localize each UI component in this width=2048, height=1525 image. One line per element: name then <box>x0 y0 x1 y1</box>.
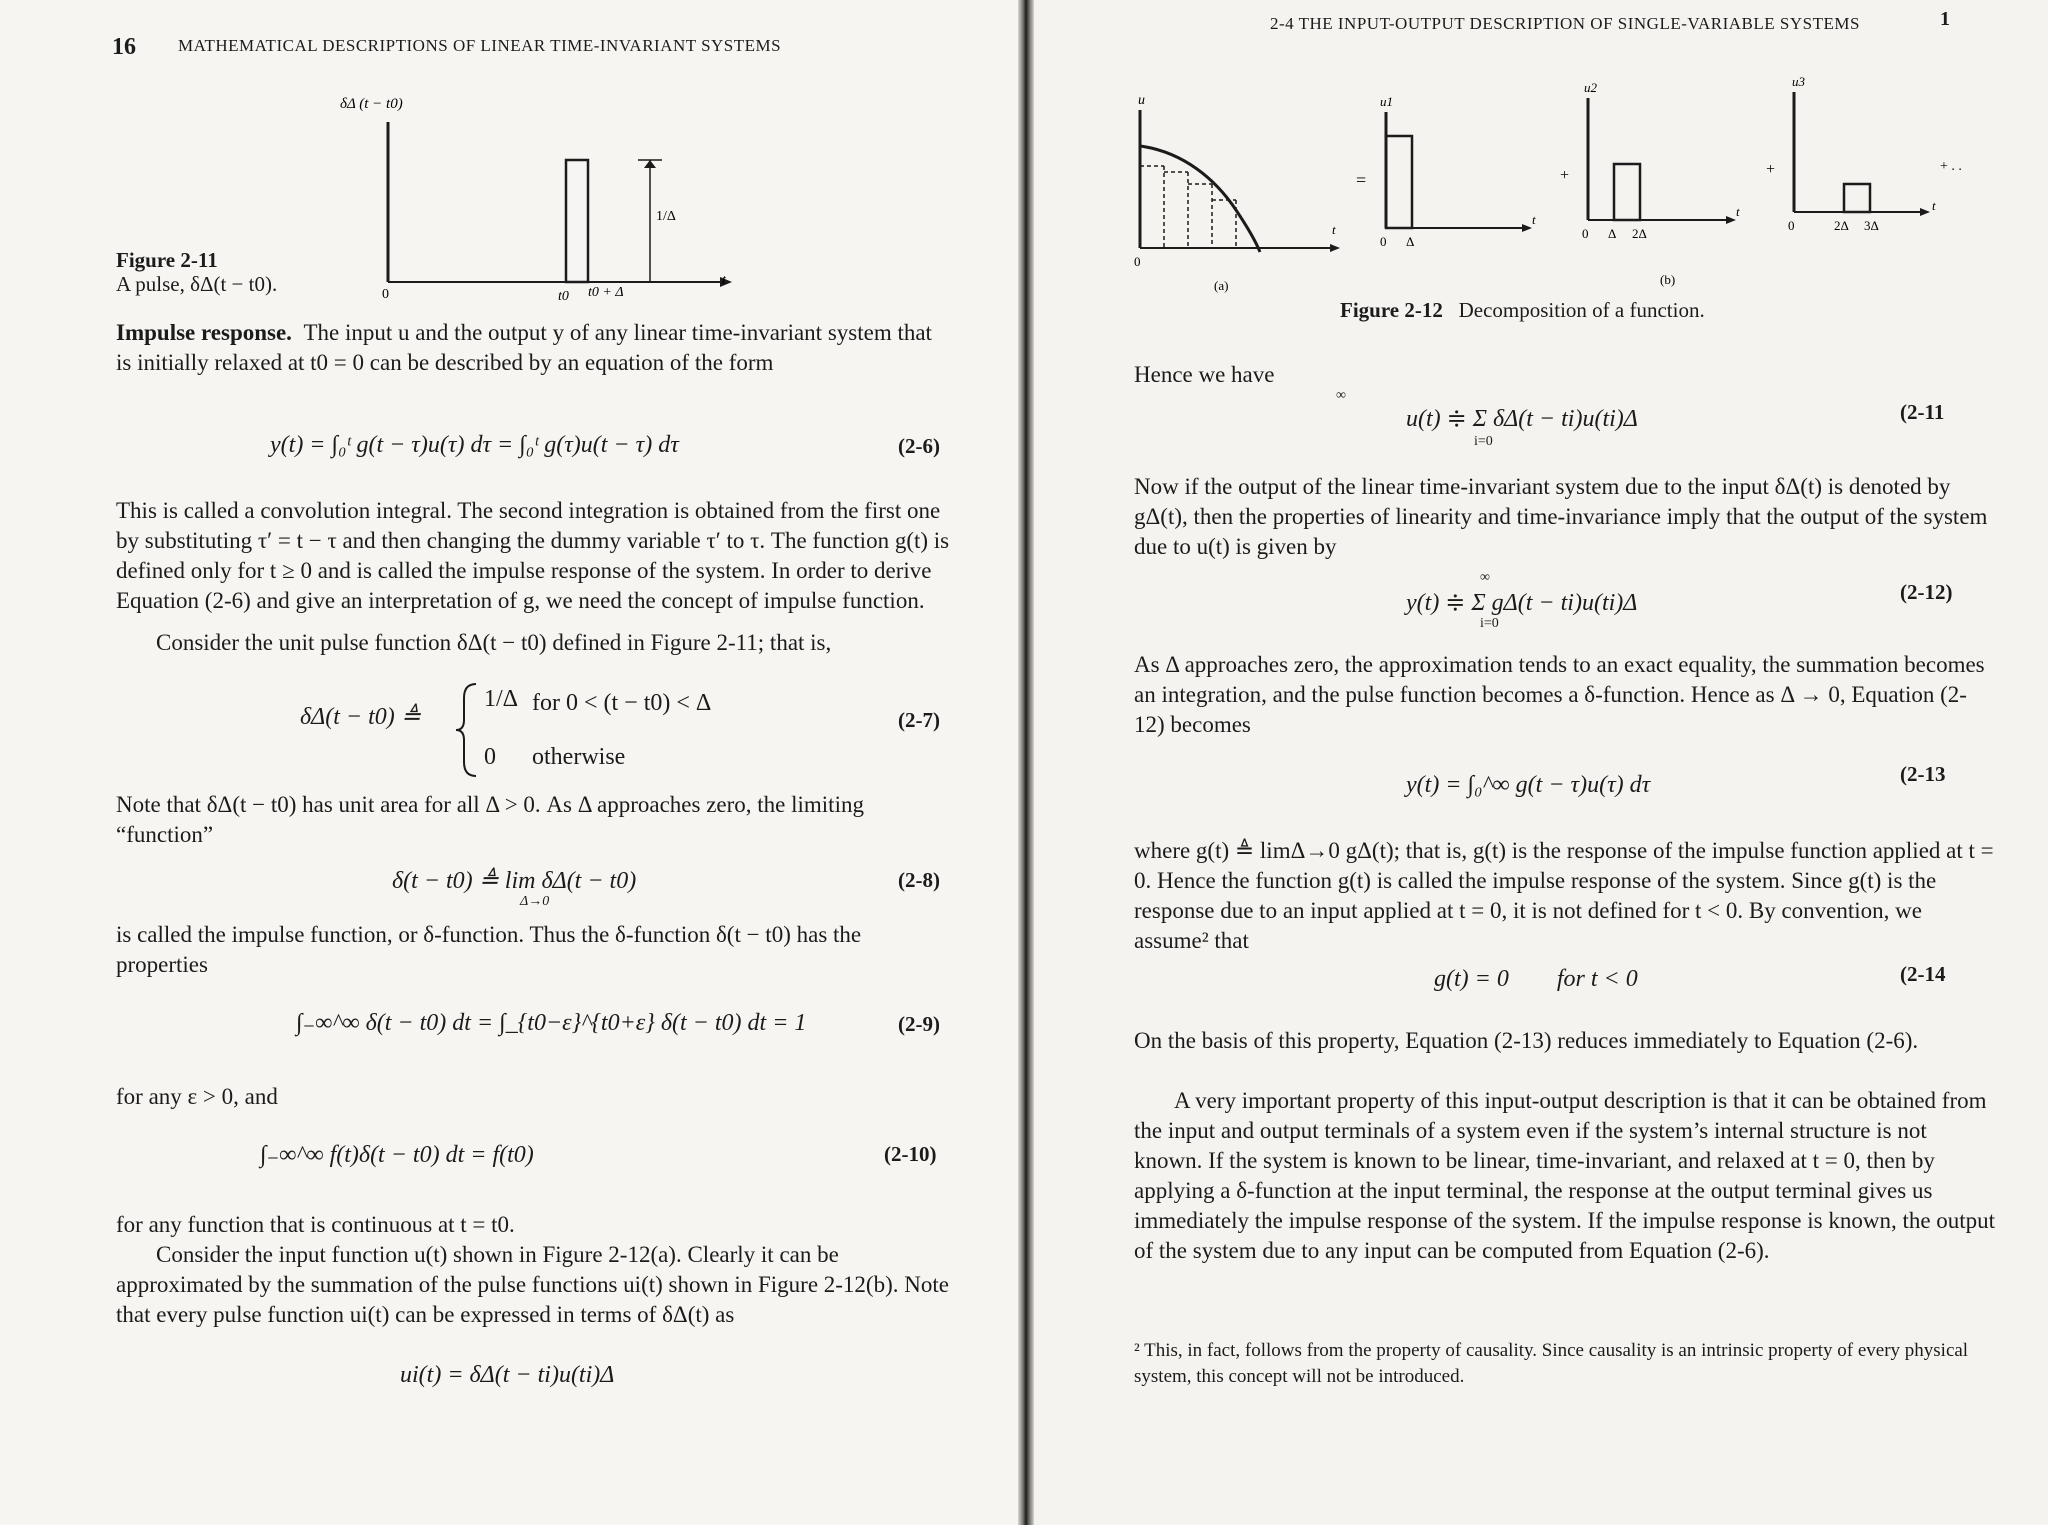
equation-2-8: δ(t − t0) ≜ lim δΔ(t − t0) <box>392 868 637 894</box>
svg-text:t: t <box>1932 198 1936 213</box>
fig-u3-label: u3 <box>1792 74 1805 89</box>
equation-2-10: ∫₋∞^∞ f(t)δ(t − t0) dt = f(t0) <box>260 1142 534 1168</box>
paragraph-consider-input: Consider the input function u(t) shown in Figure 2-12(a). Clearly it can be approximated by the summation of the pulse functions ui(t) shown in Figure 2-12(b). Note that every pulse function ui(t) can be expressed in terms of δΔ(t) as <box>116 1242 949 1327</box>
page-number: 1 <box>1940 8 1950 30</box>
fig-t0-delta-label: t0 + Δ <box>588 285 624 300</box>
fig-equals: = <box>1356 170 1367 190</box>
paragraph-note: Note that δΔ(t − t0) has unit area for all Δ > 0. As Δ approaches zero, the limiting “function” <box>116 792 864 847</box>
svg-text:0: 0 <box>1582 226 1589 241</box>
figure-caption-title: Figure 2-11 <box>116 248 218 272</box>
equation-2-11-upper: ∞ <box>1336 388 1346 403</box>
svg-text:2Δ: 2Δ <box>1632 226 1647 241</box>
equation-2-11-lower: i=0 <box>1474 434 1493 449</box>
fig-axis-label: t <box>722 273 726 288</box>
equation-2-14: g(t) = 0 for t < 0 <box>1434 966 1638 992</box>
fig-a-curve <box>1140 146 1260 252</box>
equation-2-7-case2-value: 0 <box>484 744 496 770</box>
svg-text:Δ: Δ <box>1608 226 1617 241</box>
running-header: 2-4 THE INPUT-OUTPUT DESCRIPTION OF SINGLE-VARIABLE SYSTEMS <box>1270 14 1860 33</box>
equation-2-13: y(t) = ∫₀^∞ g(t − τ)u(τ) dτ <box>1406 772 1651 798</box>
paragraph-called: is called the impulse function, or δ-function. Thus the δ-function δ(t − t0) has the properties <box>116 922 862 977</box>
svg-text:3Δ: 3Δ <box>1864 218 1879 233</box>
fig-a-origin: 0 <box>1134 254 1141 269</box>
book-spine <box>1018 0 1034 1525</box>
figure-2-12 <box>1124 70 2004 310</box>
fig-u1-pulse <box>1386 136 1412 228</box>
paragraph-where: where g(t) ≜ limΔ→0 gΔ(t); that is, g(t) is the response of the impulse function applied at t = 0. Hence the function g(t) is called the impulse response of the system. Since g(t) is the response due to an input applied at t = 0, it is not defined for t < 0. By convention, we assume² that <box>1134 838 1994 953</box>
equation-number-2-11: (2-11 <box>1900 400 1945 424</box>
figure-caption <box>1340 298 1705 322</box>
equation-number-2-10: (2-10) <box>884 1142 937 1166</box>
equation-number-2-7: (2-7) <box>898 708 940 732</box>
equation-ui: ui(t) = δΔ(t − ti)u(ti)Δ <box>400 1362 615 1388</box>
fig-a-sublabel: (a) <box>1214 278 1229 293</box>
equation-number-2-14: (2-14 <box>1900 962 1946 986</box>
right-page <box>1034 0 2048 1525</box>
svg-text:0: 0 <box>1788 218 1795 233</box>
fig-u2-pulse <box>1614 164 1640 220</box>
equation-2-7-case1-condition: for 0 < (t − t0) < Δ <box>532 690 712 716</box>
page-number: 16 <box>112 34 136 60</box>
equation-2-12: y(t) ≑ Σ gΔ(t − ti)u(ti)Δ <box>1406 590 1638 616</box>
svg-text:2Δ: 2Δ <box>1834 218 1849 233</box>
paragraph-important: A very important property of this input-output description is that it can be obtained from the input and output terminals of a system even if the system’s internal structure is not known. If the system is known to be linear, time-invariant, and relaxed at t = 0, then by applying a δ-function at the input terminal, the response at the output terminal gives us immediately the impulse response of the system. If the impulse response is known, the output of the system due to any input can be computed from Equation (2-6). <box>1134 1088 1996 1263</box>
equation-2-8-subscript: Δ→0 <box>520 894 550 909</box>
figure-caption <box>116 248 277 296</box>
paragraph-convolution: This is called a convolution integral. The second integration is obtained from the first one by substituting τ′ = t − τ and then changing the dummy variable τ′ to τ. The function g(t) is defined only for t ≥ 0 and is called the impulse response of the system. In order to derive Equation (2-6) and give an interpretation of g, we need the concept of impulse function. <box>116 498 950 613</box>
paragraph-as-delta: As Δ approaches zero, the approximation tends to an exact equality, the summation becomes an integration, and the pulse function becomes a δ-function. Hence as Δ → 0, Equation (2-12) becomes <box>1134 652 1985 737</box>
equation-number-2-6: (2-6) <box>898 434 940 458</box>
fig-origin-label: 0 <box>382 287 389 302</box>
fig-height-label: 1/Δ <box>656 209 676 224</box>
equation-2-7-case2-condition: otherwise <box>532 744 626 770</box>
paragraph-impulse <box>116 318 951 378</box>
equation-number-2-9: (2-9) <box>898 1012 940 1036</box>
svg-text:0: 0 <box>1380 234 1387 249</box>
fig-a-y-label: u <box>1138 93 1145 108</box>
paragraph-consider-pulse: Consider the unit pulse function δΔ(t − t0) defined in Figure 2-11; that is, <box>156 630 832 655</box>
fig-a-t-label: t <box>1332 222 1336 237</box>
figure-caption-text: A pulse, δΔ(t − t0). <box>116 272 278 296</box>
paragraph-text: The input u and the output y of any linear time-invariant system that is initially relaxed at t0 = 0 can be described by an equation of the form <box>116 320 932 375</box>
running-header: MATHEMATICAL DESCRIPTIONS OF LINEAR TIME-INVARIANT SYSTEMS <box>178 36 782 55</box>
fig-t0-label: t0 <box>558 289 569 304</box>
equation-brace <box>452 680 480 780</box>
fig-u3-pulse <box>1844 184 1870 212</box>
paragraph-for-any: for any ε > 0, and <box>116 1084 278 1109</box>
svg-text:t: t <box>1736 204 1740 219</box>
paragraph-basis: On the basis of this property, Equation (2-13) reduces immediately to Equation (2-6). <box>1134 1028 1919 1053</box>
paragraph-now: Now if the output of the linear time-invariant system due to the input δΔ(t) is denoted by gΔ(t), then the properties of linearity and time-invariance imply that the output of the system due to u(t) is given by <box>1134 474 1988 559</box>
left-page <box>0 0 1018 1525</box>
paragraph-for-function: for any function that is continuous at t = t0. <box>116 1212 515 1237</box>
fig-u2-label: u2 <box>1584 80 1597 95</box>
figure-caption-title: Figure 2-12 <box>1340 298 1443 322</box>
figure-2-11 <box>340 90 740 305</box>
equation-2-7-lhs: δΔ(t − t0) ≜ <box>300 704 421 730</box>
equation-2-12-lower: i=0 <box>1480 616 1499 631</box>
equation-number-2-8: (2-8) <box>898 868 940 892</box>
fig-u1-label: u1 <box>1380 94 1393 109</box>
fig-pulse <box>566 160 588 282</box>
figure-caption-text: Decomposition of a function. <box>1458 298 1705 322</box>
equation-2-7-case1-value: 1/Δ <box>484 686 519 712</box>
svg-text:Δ: Δ <box>1406 234 1415 249</box>
equation-2-6: y(t) = ∫₀ᵗ g(t − τ)u(τ) dτ = ∫₀ᵗ g(τ)u(t − τ) dτ <box>270 432 679 458</box>
equation-2-12-upper: ∞ <box>1480 570 1490 585</box>
fig-a-steps <box>1140 166 1236 248</box>
fig-y-label: δΔ (t − t0) <box>340 96 403 112</box>
paragraph-hence: Hence we have <box>1134 362 1275 387</box>
equation-2-9: ∫₋∞^∞ δ(t − t0) dt = ∫_{t0−ε}^{t0+ε} δ(t − t0) dt = 1 <box>296 1010 807 1036</box>
fig-ellipsis: + . . <box>1940 159 1962 174</box>
equation-number-2-12: (2-12) <box>1900 580 1953 604</box>
section-heading: Impulse response. <box>116 320 292 345</box>
fig-plus-1: + <box>1560 167 1570 184</box>
svg-text:t: t <box>1532 212 1536 227</box>
footnote: ² This, in fact, follows from the property of causality. Since causality is an intrinsic property of every physical system, this concept will not be introduced. <box>1134 1340 1969 1387</box>
equation-2-11: u(t) ≑ Σ δΔ(t − ti)u(ti)Δ <box>1406 406 1638 432</box>
fig-plus-2: + <box>1766 161 1776 178</box>
equation-number-2-13: (2-13 <box>1900 762 1946 786</box>
fig-b-sublabel: (b) <box>1660 272 1676 287</box>
